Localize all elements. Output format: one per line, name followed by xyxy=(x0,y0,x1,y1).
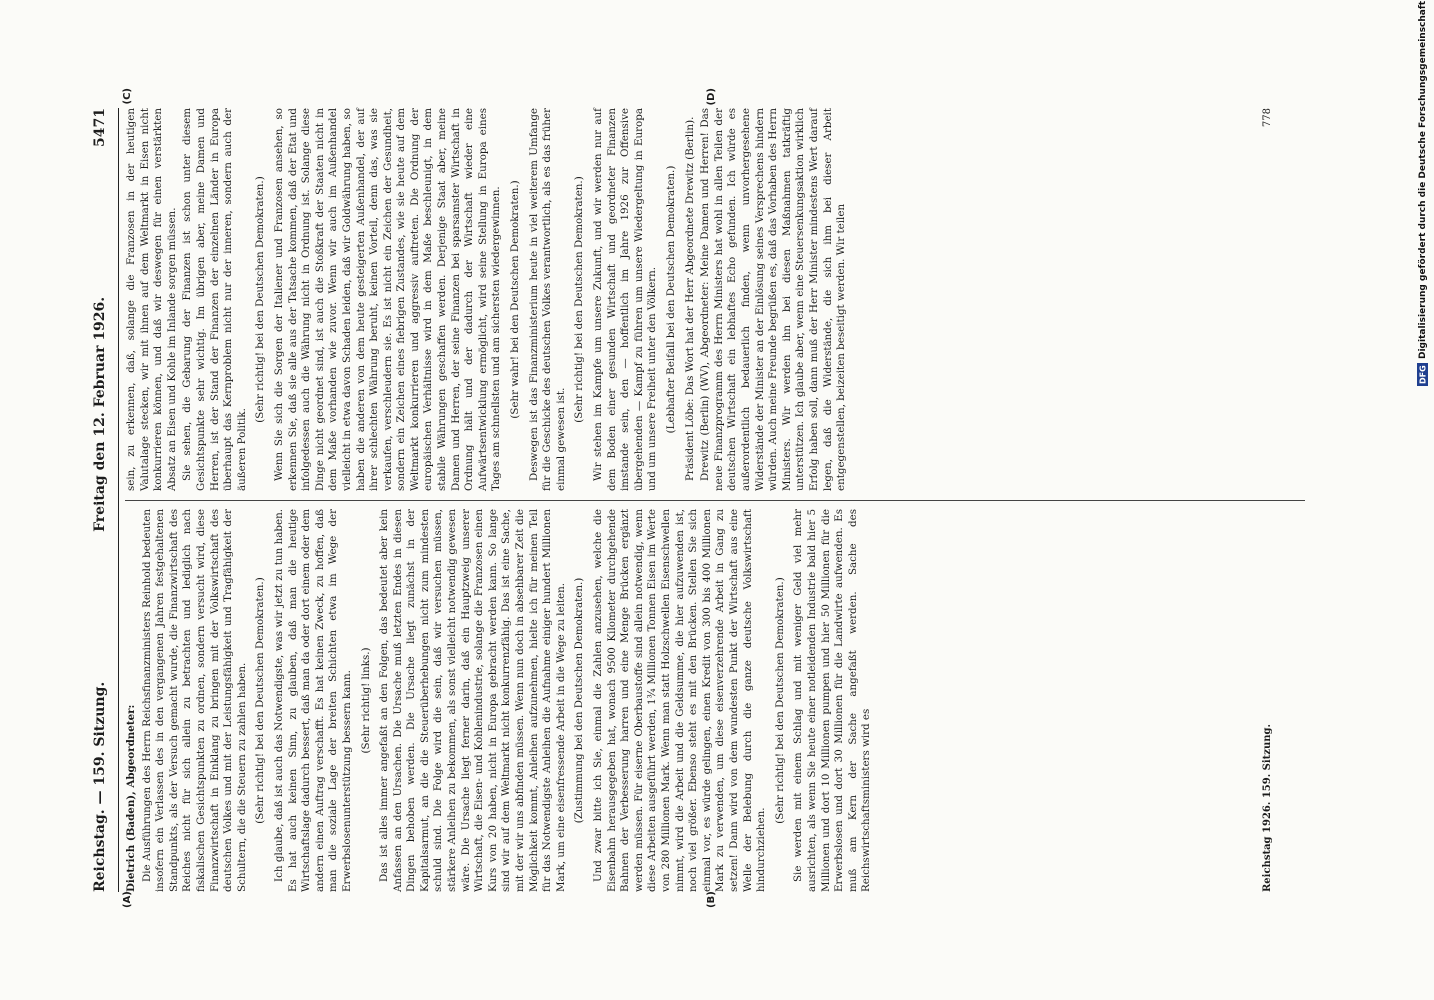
header-session: Reichstag. — 159. Sitzung. xyxy=(92,681,108,892)
paragraph: Wenn Sie sich die Sorgen der Italiener und Franzosen ansehen, so erkennen Sie, daß sie alle aus der Tatsache kommen, daß der Etat und infolgedessen auch die Währung nicht in Ordnung ist. Solange diese Dinge nicht geordnet sind, ist auch die Stoßkraft der Staaten nicht in dem Maße vorhanden wie zuvor. Wenn wir auch im Außenhandel vielleicht in etwa davon Schaden leiden, daß wir Goldwährung haben, so haben die anderen von dem heute gesteigerten Außenhandel, der auf ihrer schlechten Währung beruht, keinen Vorteil, denn das, was sie verkaufen, verschleudern sie. Es ist nicht ein Zeichen der Gesundheit, sondern ein Zeichen eines fiebrigen Zustandes, wie sie heute auf dem Weltmarkt konkurrieren und aggressiv auftreten. Die Ordnung der europäischen Verhältnisse wird in dem Maße beschleunigt, in dem stabile Währungen geschaffen werden. Derjenige Staat aber, meine Damen und Herren, der seine Finanzen bei sparsamster Wirtschaft in Ordnung hält und der dadurch der Wirtschaft wieder eine Aufwärtsentwicklung ermöglicht, wird seine Stellung in Europa eines Tages am schnellsten und am sichersten wiedergewinnen. xyxy=(272,108,503,491)
paragraph: Das ist alles immer angefaßt an den Folgen, das bedeutet aber kein Anfassen an den Ursachen. Die Ursache muß letzten Endes in diesen Dingen behoben werden. Die Ursache liegt zunächst in der Kapitalsarmut, an die die Steuerüberhebungen nicht zum mindesten schuld sind. Die Folge wird die sein, daß wir versuchen müssen, stärkere Anleihen zu bekommen, als sonst vielleicht notwendig gewesen wäre. Die Ursache liegt ferner darin, daß ein Hauptzweig unserer Wirtschaft, die Eisen- und Kohlenindustrie, solange die Franzosen einen Kurs von 20 haben, nicht in Europa gebracht werden kann. So lange sind wir auf dem Weltmarkt nicht konkurrenzfähig. Das ist eine Sache, mit der wir uns abfinden müssen. Wenn nun doch in absehbarer Zeit die Möglichkeit kommt, Anleihen aufzunehmen, hielte ich für meinen Teil für das Notwendigste Anleihen die Aufnahme einiger hundert Millionen Mark, um eine eisenfressende Arbeit in die Wege zu leiten. xyxy=(378,509,567,892)
text-columns xyxy=(125,108,876,892)
paragraph: Ich glaube, daß ist auch das Notwendigste, was wir jetzt zu tun haben. Es hat auch keinen Sinn, zu glauben, daß man die heutige Wirtschaftslage dadurch bessert, daß man da oder dort einem oder dem andern einen Auftrag verschafft. Es hat keinen Zweck, zu hoffen, daß man die soziale Lage der breiten Schichten etwa im Wege der Erwerbslosenunterstützung bessern kann. xyxy=(272,509,353,892)
footer-sheet-number: 778 xyxy=(1262,108,1273,128)
interjection: (Sehr richtig! bei den Deutschen Demokraten.) xyxy=(573,176,586,423)
dfg-logo: DFG xyxy=(1418,365,1428,384)
dfg-text: Digitalisierung gefördert durch die Deutsche Forschungsgemeinschaft xyxy=(1418,1,1428,360)
paragraph: Präsident Löbe: Das Wort hat der Herr Abgeordnete Drewitz (Berlin). xyxy=(683,116,696,481)
interjection: (Sehr richtig! bei den Deutschen Demokraten.) xyxy=(773,577,786,824)
right-column xyxy=(125,108,876,491)
margin-marker-b: (B) xyxy=(706,891,717,908)
left-column xyxy=(125,509,876,892)
margin-marker-d: (D) xyxy=(706,88,717,106)
paragraph: Und zwar bitte ich Sie, einmal die Zahlen anzusehen, welche die Eisenbahn herausgegeben hat, wonach 9500 Kilometer durchgehende Bahnen der Verbesserung harren und eine Menge Brücken ergänzt werden müssen. Für eiserne Oberbaustoffe sind allein notwendig, wenn diese Arbeiten ausgeführt werden, 1¾ Millionen Tonnen Eisen im Werte von 280 Millionen Mark. Wenn man statt Holzschwellen Eisenschwellen nimmt, wird die Arbeit und die Geldsumme, die hier aufzuwenden ist, noch viel größer. Ebenso steht es mit den Brücken. Stellen Sie sich einmal vor, es würde gelingen, einen Kredit von 300 bis 400 Millionen Mark zu verwenden, um diese eisenverzehrende Arbeit in Gang zu setzen! Dann wird von dem wundesten Punkt der Wirtschaft aus eine Welle der Belebung durch die ganze deutsche Volkswirtschaft hindurchziehen. xyxy=(592,509,768,892)
margin-marker-a: (A) xyxy=(122,891,133,908)
dfg-funding-note xyxy=(1416,1,1430,386)
paragraph: Sie sehen, die Gebarung der Finanzen ist schon unter diesem Gesichtspunkte sehr wichtig. Im übrigen aber, meine Damen und Herren, ist der Stand der Finanzen der einzelnen Länder in Europa überhaupt das Kernproblem nicht nur der inneren, sondern auch der äußeren Politik. xyxy=(181,108,248,491)
interjection: (Zustimmung bei den Deutschen Demokraten.) xyxy=(573,577,586,824)
page-header xyxy=(92,108,119,892)
interjection: (Sehr richtig! bei den Deutschen Demokraten.) xyxy=(254,176,267,423)
column-divider xyxy=(125,500,1305,501)
speaker-line: Dietrich (Baden), Abgeordneter: xyxy=(125,704,137,892)
paragraph: Wir stehen im Kampfe um unsere Zukunft, und wir werden nur auf dem Boden einer gesunden Wirtschaft und geordneter Finanzen imstande sein, den — hoffentlich im Jahre 1926 zur Offensive übergehenden — Kampf zu führen um unsere Wiedergeltung in Europa und um unsere Freiheit unter den Völkern. xyxy=(592,108,659,491)
header-date: Freitag den 12. Februar 1926. xyxy=(92,296,108,532)
interjection: (Sehr richtig! links.) xyxy=(359,647,372,754)
rotated-document-page xyxy=(86,90,1354,910)
interjection: (Sehr wahr! bei den Deutschen Demokraten.) xyxy=(509,180,522,419)
header-page-number: 5471 xyxy=(92,108,108,147)
paragraph: Sie werden mit einem Schlag und mit weniger Geld viel mehr ausrichten, als wenn Sie heute einer notleidenden Industrie bald hier 5 Millionen und dort 10 Millionen pumpen und hier 50 Millionen für die Erwerbslosen und dort 30 Millionen für die Landwirte aufwenden. Es muß am Kern der Sache angefaßt werden. Sache des Reichswirtschaftsministers wird es xyxy=(792,509,873,892)
footer-signature: Reichstag 1926. 159. Sitzung. xyxy=(1262,724,1273,892)
paragraph: sein, zu erkennen, daß, solange die Franzosen in der heutigen Valutalage stecken, wir mit ihnen auf dem Weltmarkt in Eisen nicht konkurrieren können, und daß wir deswegen für einen verstärkten Absatz an Eisen und Kohle im Inlande sorgen müssen. xyxy=(125,108,178,491)
paragraph: Deswegen ist das Finanzministerium heute in viel weiterem Umfange für die Geschicke des deutschen Volkes verantwortlich, als es das früher einmal gewesen ist. xyxy=(527,108,567,491)
interjection: (Lebhafter Beifall bei den Deutschen Demokraten.) xyxy=(664,165,677,434)
paragraph: Drewitz (Berlin) (WV), Abgeordneter: Meine Damen und Herren! Das neue Finanzprogramm des Herrn Ministers hat wohl in allen Teilen der deutschen Wirtschaft ein lebhaftes Echo gefunden. Ich würde es außerordentlich bedauerlich finden, wenn unvorhergesehene Widerstände der Minister an der Einlösung seines Versprechens hindern würden. Auch meine Freunde begrüßen es, daß das Vorhaben des Herrn Ministers. Wir werden ihn bei diesen Maßnahmen tatkräftig unterstützen. Ich glaube aber, wenn eine Steuersenkungsaktion wirklich Erfolg haben soll, dann muß der Herr Minister mindestens Wert darauf legen, daß die Widerstände, die sich ihm bei dieser Arbeit entgegenstellen, beizeiten beseitigt werden. Wir teilen xyxy=(699,108,848,491)
page-footer xyxy=(1262,108,1273,892)
interjection: (Sehr richtig! bei den Deutschen Demokraten.) xyxy=(254,577,267,824)
paragraph: Die Ausführungen des Herrn Reichsfinanzministers Reinhold bedeuten insofern ein Verlassen des in den vergangenen Jahren festgehaltenen Standpunkts, als der Versuch gemacht wurde, die Finanzwirtschaft des Reiches nicht für sich allein zu betrachten und lediglich nach fiskalischen Gesichtspunkten zu ordnen, sondern versucht wird, diese Finanzwirtschaft in Einklang zu bringen mit der Volkswirtschaft des deutschen Volkes und mit der Leistungsfähigkeit und Tragfähigkeit der Schultern, die die Steuern zu zahlen haben. xyxy=(140,509,248,892)
margin-marker-c: (C) xyxy=(122,88,133,105)
